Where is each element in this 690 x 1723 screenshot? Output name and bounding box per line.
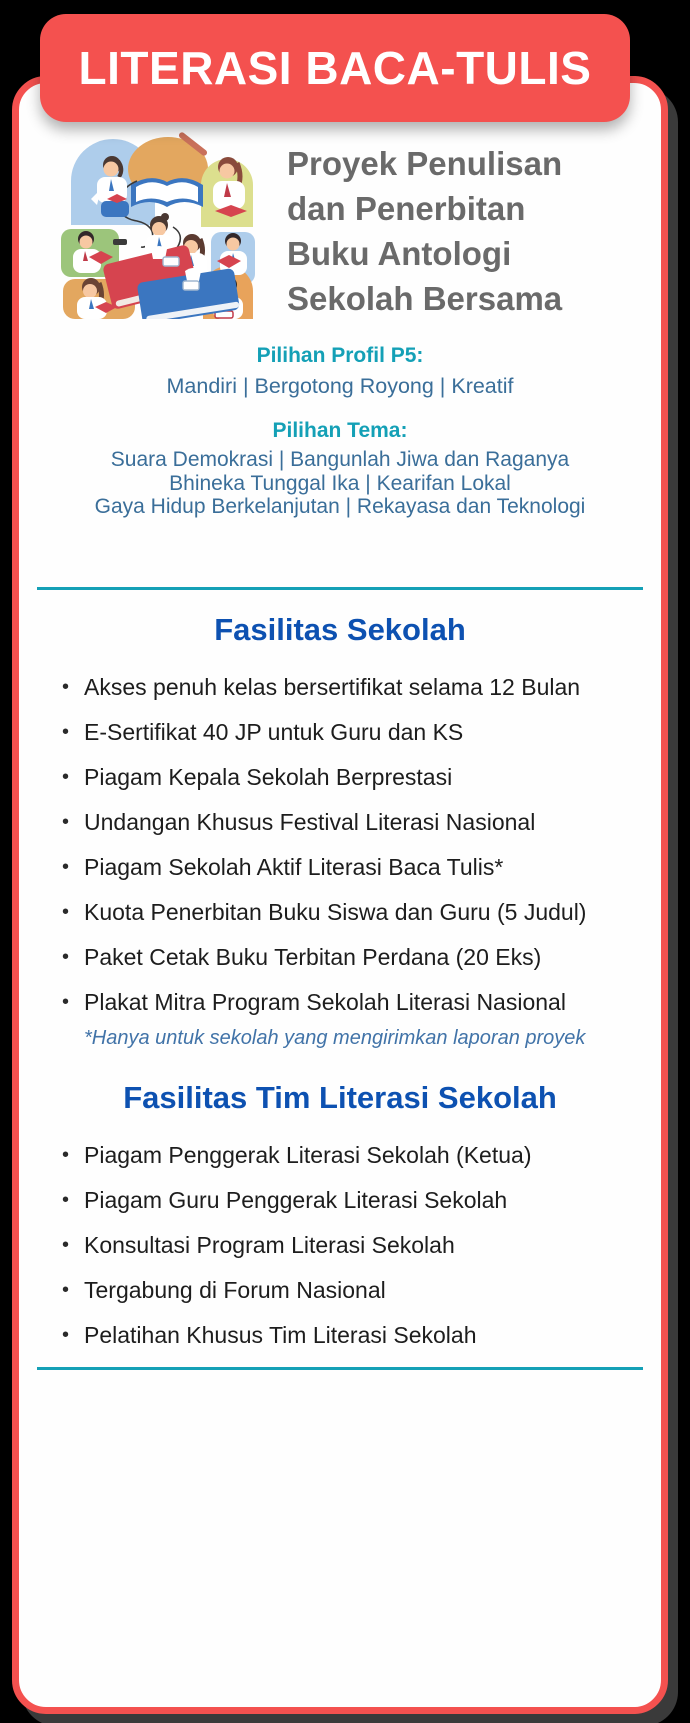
document-title-line: Proyek Penulisan	[287, 145, 563, 182]
flyer-card	[12, 76, 668, 1714]
header-row	[19, 129, 661, 321]
tema-line: Gaya Hidup Berkelanjutan | Rekayasa dan Teknologi	[94, 495, 586, 518]
divider-bottom	[37, 1367, 643, 1370]
document-title-line: Sekolah Bersama	[287, 280, 563, 317]
tema-line: Bhineka Tunggal Ika | Kearifan Lokal	[169, 471, 511, 495]
fasilitas-sekolah-list	[60, 674, 637, 1016]
fasilitas-tim-list	[60, 1142, 637, 1349]
fasilitas-tim-item: • Tergabung di Forum Nasional	[60, 1277, 637, 1304]
fasilitas-note: *Hanya untuk sekolah yang mengirimkan laporan proyek	[84, 1026, 586, 1049]
document-title	[287, 141, 562, 321]
fasilitas-sekolah-item: • Plakat Mitra Program Sekolah Literasi Nasional	[60, 989, 637, 1016]
tema-section	[19, 418, 661, 519]
fasilitas-tim-item: • Piagam Penggerak Literasi Sekolah (Ketua)	[60, 1142, 637, 1169]
banner	[40, 14, 630, 122]
fasilitas-tim-item: • Piagam Guru Penggerak Literasi Sekolah	[60, 1187, 637, 1214]
banner-title: LITERASI BACA-TULIS	[78, 42, 592, 94]
tema-line: Suara Demokrasi | Bangunlah Jiwa dan Raganya	[110, 448, 570, 471]
tema-label: Pilihan Tema:	[272, 419, 408, 442]
profil-section	[19, 343, 661, 398]
fasilitas-tim-item: • Konsultasi Program Literasi Sekolah	[60, 1232, 637, 1259]
document-title-line: dan Penerbitan	[287, 190, 526, 227]
fasilitas-tim-heading: Fasilitas Tim Literasi Sekolah	[123, 1079, 557, 1115]
fasilitas-sekolah-item: • Undangan Khusus Festival Literasi Nasional	[60, 809, 637, 836]
document-title-line: Buku Antologi	[287, 235, 512, 272]
fasilitas-sekolah-item: • Piagam Kepala Sekolah Berprestasi	[60, 764, 637, 791]
fasilitas-sekolah-item: • Akses penuh kelas bersertifikat selama 12 Bulan	[60, 674, 637, 701]
fasilitas-sekolah-item: • Paket Cetak Buku Terbitan Perdana (20 Eks)	[60, 944, 637, 971]
fasilitas-sekolah-item: • E-Sertifikat 40 JP untuk Guru dan KS	[60, 719, 637, 746]
profil-label: Pilihan Profil P5:	[256, 344, 424, 367]
divider-top	[37, 587, 643, 590]
fasilitas-sekolah-item: • Kuota Penerbitan Buku Siswa dan Guru (5 Judul)	[60, 899, 637, 926]
profil-value: Mandiri | Bergotong Royong | Kreatif	[166, 374, 514, 398]
fasilitas-sekolah-heading: Fasilitas Sekolah	[214, 611, 466, 647]
students-collage-illustration	[55, 129, 255, 319]
fasilitas-tim-item: • Pelatihan Khusus Tim Literasi Sekolah	[60, 1322, 637, 1349]
fasilitas-sekolah-item: • Piagam Sekolah Aktif Literasi Baca Tulis*	[60, 854, 637, 881]
